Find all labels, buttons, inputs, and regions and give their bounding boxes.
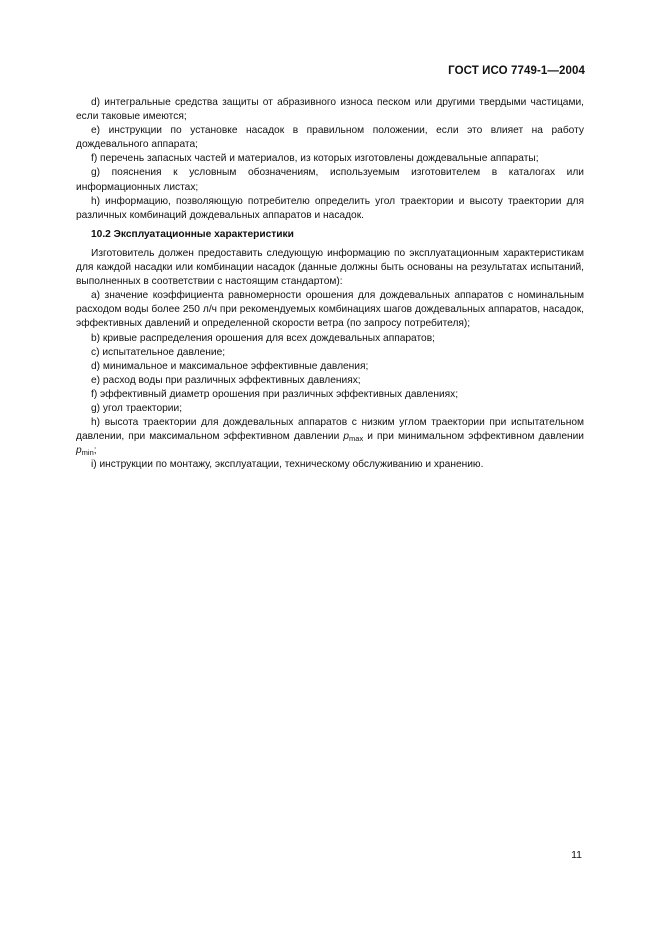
section-item-e: e) расход воды при различных эффективных давлениях; bbox=[91, 374, 361, 386]
section-item-b: b) кривые распределения орошения для всех дождевальных аппаратов; bbox=[91, 332, 435, 344]
list-item-g: g) пояснения к условным обозначениям, используемым изготовителем в каталогах или информационных листах; bbox=[76, 167, 584, 193]
section-item-d: d) минимальное и максимальное эффективные давления; bbox=[91, 360, 369, 372]
list-item-d: d) интегральные средства защиты от абразивного износа песком или другими твердыми частицами, если таковые имеются; bbox=[76, 97, 584, 123]
subscript-max: max bbox=[349, 434, 364, 444]
section-intro: Изготовитель должен предоставить следующую информацию по эксплуатационным характеристикам для каждой насадки или комбинации насадок (данные должны быть основаны на результатах испытаний, выполненных в соответствии с настоящим стандартом): bbox=[76, 247, 584, 288]
page-number: 11 bbox=[571, 849, 582, 861]
section-item-g: g) угол траектории; bbox=[91, 402, 183, 414]
list-item-h: h) информацию, позволяющую потребителю определить угол траектории и высоту траектории для различных комбинаций дождевальных аппаратов и насадок. bbox=[76, 195, 584, 221]
section-item-c: c) испытательное давление; bbox=[91, 346, 226, 358]
item-h-text-1: h) высота траектории для дождевальных аппаратов с низким углом траектории при испытательном давлении, при максимальном эффективном давлении bbox=[76, 417, 584, 443]
section-item-a: a) значение коэффициента равномерности орошения для дождевальных аппаратов с номинальным расходом воды более 250 л/ч при рекомендуемых комбинациях шагов дождевальных аппаратов, насадок, эффективных давлений и определенной скорости ветра (по запросу потребителя); bbox=[76, 290, 584, 330]
pressure-symbol-max: p bbox=[343, 431, 350, 443]
list-item-f: f) перечень запасных частей и материалов, из которых изготовлены дождевальные аппараты; bbox=[91, 153, 539, 165]
document-header: ГОСТ ИСО 7749-1—2004 bbox=[448, 65, 585, 77]
subscript-min: min bbox=[81, 448, 94, 458]
section-item-f: f) эффективный диаметр орошения при различных эффективных давлениях; bbox=[91, 388, 459, 400]
section-title: 10.2 Эксплуатационные характеристики bbox=[91, 228, 294, 240]
list-item-e: e) инструкции по установке насадок в правильном положении, если это влияет на работу дождевального аппарата; bbox=[76, 125, 584, 151]
page-body bbox=[76, 96, 584, 472]
item-h-end: ; bbox=[93, 445, 97, 457]
section-item-i: i) инструкции по монтажу, эксплуатации, техническому обслуживанию и хранению. bbox=[91, 459, 484, 471]
section-item-h bbox=[76, 416, 584, 458]
item-h-text-2: и при минимальном эффективном давлении bbox=[363, 431, 584, 443]
pressure-symbol-min: p bbox=[76, 445, 82, 457]
